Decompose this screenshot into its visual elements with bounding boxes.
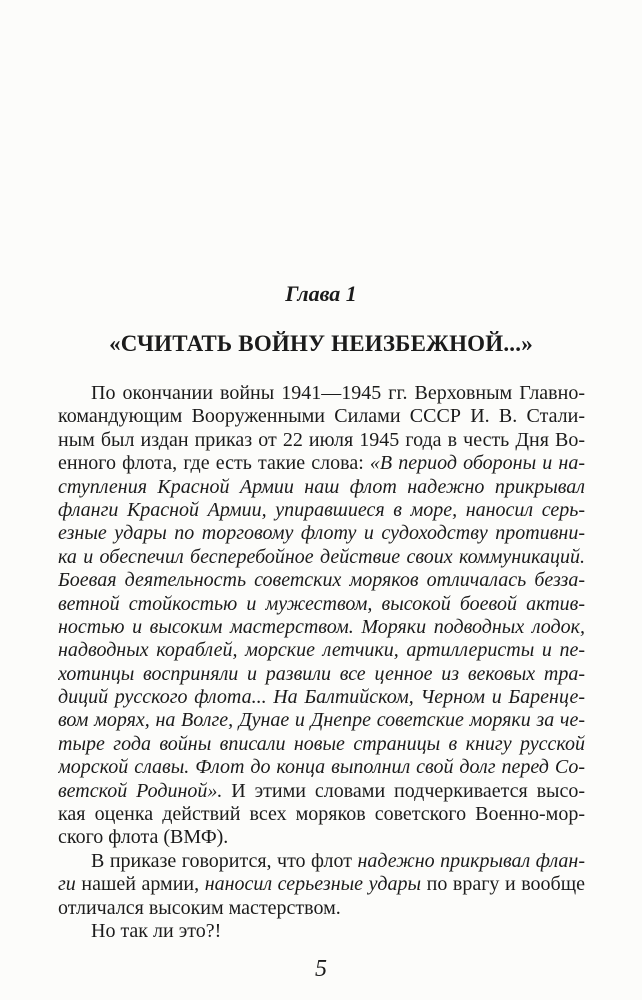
italic-text-segment: наносил серьезные удары — [204, 873, 422, 896]
chapter-heading: Глава 1 — [285, 281, 357, 306]
italic-text-segment: ветской Родиной». — [58, 779, 223, 802]
italic-text-segment: ка и обеспечил бесперебойное действие своих коммуникаций. — [58, 545, 585, 568]
italic-text-segment: хотинцы восприняли и развили все ценное из вековых тра- — [58, 662, 585, 685]
text-line — [58, 897, 585, 920]
text-line — [58, 429, 585, 452]
text-line — [58, 546, 585, 569]
text-segment: По окончании войны 1941—1945 гг. Верховным Главно- — [91, 382, 585, 404]
text-segment: нашей армии, — [75, 873, 205, 896]
italic-text-segment: ностью и высоким мастерством. Моряки подводных лодок, — [58, 615, 585, 638]
text-line — [58, 499, 585, 522]
italic-text-segment: ступления Красной Армии наш флот надежно прикрывал — [58, 475, 585, 498]
text-line — [58, 639, 585, 662]
text-line — [58, 616, 585, 639]
text-line — [58, 593, 585, 616]
text-line — [58, 569, 585, 592]
text-line — [58, 756, 585, 779]
text-segment: по врагу и вообще — [421, 873, 585, 896]
text-line — [58, 405, 585, 428]
text-segment: В приказе говорится, что флот — [91, 849, 358, 872]
text-line — [58, 663, 585, 686]
text-line — [58, 873, 585, 896]
italic-text-segment: Боевая деятельность советских моряков отличалась безза- — [58, 569, 585, 592]
page-number: 5 — [315, 956, 327, 983]
italic-text-segment: вом морях, на Волге, Дунае и Днепре советские моряки за че- — [58, 709, 585, 732]
chapter-title: «СЧИТАТЬ ВОЙНУ НЕИЗБЕЖНОЙ...» — [109, 331, 533, 356]
italic-text-segment: морской славы. Флот до конца выполнил свой долг перед Со- — [58, 756, 585, 779]
italic-text-segment: диций русского флота... На Балтийском, Черном и Баренце- — [58, 686, 585, 709]
text-segment: ского флота (ВМФ). — [58, 826, 229, 849]
italic-text-segment: езные удары по торговому флоту и судоходству противни- — [58, 522, 585, 545]
text-segment: енного флота, где есть такие слова: — [58, 452, 370, 475]
italic-text-segment: «В период обороны и на- — [369, 452, 585, 475]
text-segment: отличался высоким мастерством. — [58, 896, 341, 919]
italic-text-segment: тыре года войны вписали новые страницы в книгу русской — [58, 732, 585, 755]
text-line — [58, 920, 585, 943]
italic-text-segment: фланги Красной Армии, упиравшиеся в море, наносил серь- — [58, 498, 585, 521]
text-line — [58, 850, 585, 873]
text-line — [58, 522, 585, 545]
text-segment: И этими словами подчеркивается высо- — [222, 779, 585, 802]
body-text — [0, 382, 642, 943]
text-segment: кая оценка действий всех моряков советского Военно-мор- — [58, 803, 585, 826]
text-segment: Но так ли это?! — [91, 919, 222, 942]
italic-text-segment: ги — [58, 873, 76, 896]
text-line — [58, 826, 585, 849]
text-line — [58, 709, 585, 732]
italic-text-segment: надежно прикрывал флан- — [357, 849, 585, 872]
text-line — [58, 803, 585, 826]
text-line — [58, 780, 585, 803]
text-segment: командующим Вооруженными Силами СССР И. В. Стали- — [58, 405, 585, 428]
italic-text-segment: надводных кораблей, морские летчики, артиллеристы и пе- — [58, 639, 585, 662]
text-line — [58, 733, 585, 756]
text-segment: ным был издан приказ от 22 июля 1945 года в честь Дня Во- — [58, 428, 585, 451]
text-line — [58, 452, 585, 475]
text-line — [58, 686, 585, 709]
text-line — [58, 476, 585, 499]
text-line — [58, 382, 585, 405]
italic-text-segment: ветной стойкостью и мужеством, высокой боевой актив- — [58, 592, 585, 615]
